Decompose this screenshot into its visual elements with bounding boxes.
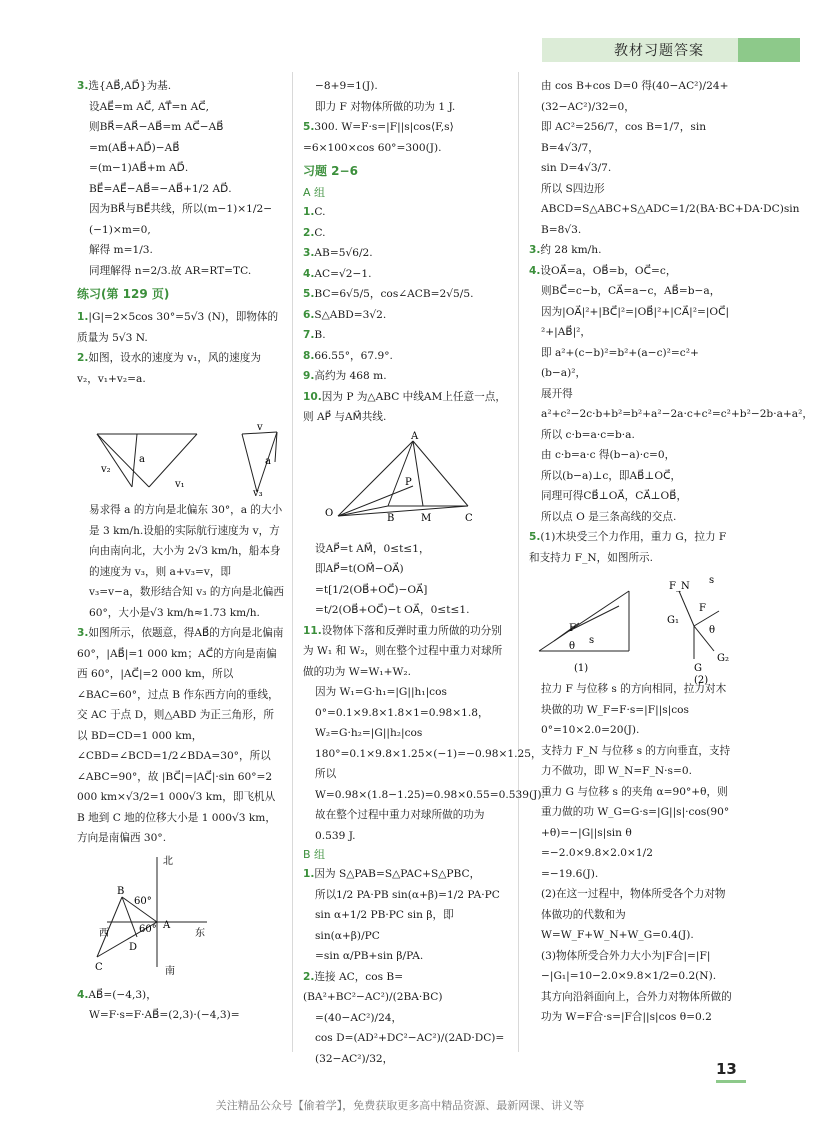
group-heading: B 组 [303, 848, 326, 861]
answer-item [77, 76, 284, 97]
fig1-diagram [77, 392, 284, 497]
diagram-label: (2) [694, 675, 709, 686]
item-number: 9. [303, 370, 315, 382]
item-number: 2. [77, 352, 89, 364]
answer-column-3 [529, 76, 813, 1028]
diagram-line [679, 591, 694, 626]
diagram-label: 南 [165, 965, 175, 977]
answer-item [303, 202, 510, 223]
diagram-label: M [421, 512, 432, 524]
answer-line [303, 76, 510, 97]
answer-line [303, 1008, 510, 1029]
diagram-label: C [465, 512, 473, 524]
answer-text: =t/2(OB⃗+OC⃗)−t OA⃗，0≤t≤1. [315, 604, 470, 616]
item-number: 7. [303, 329, 315, 341]
answer-text: (2)在这一过程中，物体所受各个力对物体做功的代数和为 W=W_F+W_N+W_G=0.4(J). [541, 888, 726, 941]
answer-text: 因为BR⃗与BE⃗共线，所以(m−1)×1/2− [89, 203, 273, 215]
answer-text: 所以 W=0.98×(1.8−1.25)=0.98×0.55=0.539(J). [315, 768, 545, 801]
answer-item [529, 527, 736, 568]
answer-text: 由 c·b=a·c 得(b−a)·c=0， [541, 449, 676, 461]
diagram-label: (1) [574, 663, 589, 674]
page-number-bar [716, 1080, 746, 1083]
answer-line [303, 723, 542, 764]
answer-text: AC=√2−1. [314, 267, 372, 280]
answer-item [303, 621, 510, 683]
answer-item [77, 348, 284, 389]
diagram-line [569, 606, 619, 631]
answer-text: =(40−AC²)/24， [315, 1011, 403, 1024]
answer-text: C. [314, 206, 326, 218]
answer-text: 如图，设水的速度为 v₁，风的速度为 v₂，v₁+v₂=a. [77, 352, 261, 385]
diagram-line [694, 611, 719, 626]
answer-item [303, 117, 510, 158]
answer-line [529, 741, 736, 782]
answer-text: 拉力 F 与位移 s 的方向相同，拉力对木块做的功 W_F=F·s=|F||s|cos 0°=10×2.0=20(J). [541, 683, 727, 736]
answer-text: 展开得 a²+c²−2c·b+b²=b²+a²−2a·c+c²=c²+b²−2b·a+a²， [541, 387, 813, 420]
item-number: 8. [303, 349, 315, 362]
diagram-label: A [163, 919, 171, 931]
diagram-label: 60° [139, 923, 157, 935]
diagram-label: a [265, 456, 271, 467]
answer-item [303, 387, 510, 428]
diagram-label: v₂ [101, 464, 111, 475]
answer-item [303, 243, 510, 264]
item-number: 4. [529, 264, 541, 277]
answer-text: B. [314, 329, 326, 341]
answer-text: 其方向沿斜面向上，合外力对物体所做的功为 W=F合·s=|F合||s|cos θ=0.2 [541, 990, 732, 1023]
answer-item [303, 284, 510, 305]
answer-line [303, 885, 510, 947]
column-divider [518, 72, 519, 1052]
answer-line [303, 946, 510, 967]
answer-line [77, 138, 284, 159]
answer-text: 所以 c·b=a·c=b·a. [541, 428, 635, 441]
answer-line [303, 1028, 510, 1069]
group-heading: A 组 [303, 186, 326, 199]
diagram-label: G [694, 663, 702, 674]
answer-text: AB⃗=(−4,3)， [88, 988, 157, 1001]
answer-line [77, 500, 284, 623]
answer-text: 即力 F 对物体所做的功为 1 J. [315, 100, 456, 113]
diagram-label: C [95, 961, 103, 973]
answer-text: AB=5√6/2. [314, 247, 373, 259]
answer-line [303, 580, 510, 601]
diagram-line [97, 434, 132, 487]
answer-text: |G|=2×5cos 30°=5√3 (N)，即物体的质量为 5√3 N. [77, 311, 279, 344]
answer-line [529, 486, 736, 507]
fig3-diagram [303, 431, 510, 536]
answer-line [77, 261, 284, 282]
answer-text: 所以(b−a)⊥c，即AB⃗⊥OC⃗， [541, 469, 682, 482]
item-number: 5. [529, 531, 541, 543]
answer-line [77, 199, 284, 220]
diagram-line [539, 591, 629, 651]
answer-text: =m(AB⃗+AD⃗)−AB⃗ [89, 141, 180, 154]
answer-line [529, 302, 736, 343]
item-number: 5. [303, 121, 315, 133]
answer-line [303, 97, 510, 118]
answer-line [529, 507, 736, 528]
answer-text: 重力 G 与位移 s 的夹角 α=90°+θ，则重力做的功 W_G=G·s=|G||s|·cos(90°+θ)=−|G||s|sin θ [541, 785, 730, 839]
diagram-label: G₂ [717, 653, 729, 664]
diagram-label: B [117, 885, 125, 897]
answer-line [529, 384, 813, 425]
answer-text: 因为|OA⃗|²+|BC⃗|²=|OB⃗|²+|CA⃗|²=|OC⃗|²+|AB⃗|²， [541, 305, 730, 338]
diagram-label: a [139, 454, 145, 465]
answer-line [303, 559, 510, 580]
answer-line [303, 600, 510, 621]
fig2-diagram [77, 852, 284, 982]
answer-line [529, 987, 736, 1028]
diagram-line [338, 441, 413, 516]
item-number: 6. [303, 308, 315, 321]
diagram-label: P [405, 476, 412, 488]
header-title: 教材习题答案 [614, 43, 704, 59]
answer-item [303, 864, 510, 885]
column-divider [292, 72, 293, 1052]
answer-text: (3)物体所受合外力大小为|F合|=|F|−|G₁|=10−2.0×9.8×1/2=0.2(N). [541, 949, 717, 982]
answer-text: 所以点 O 是三条高线的交点. [541, 510, 677, 523]
section-heading: 习题 2−6 [303, 164, 358, 178]
diagram-line [388, 441, 413, 506]
item-number: 10. [303, 390, 322, 403]
answer-line [529, 343, 736, 384]
answer-text: 故在整个过程中重力对球所做的功为 0.539 J. [315, 809, 485, 842]
answer-text: 解得 m=1/3. [89, 244, 153, 256]
answer-line [77, 1005, 284, 1026]
answer-text: =(m−1)AB⃗+m AD⃗. [89, 162, 189, 174]
answer-line [303, 539, 510, 560]
answer-item [529, 261, 736, 282]
answer-line [529, 281, 736, 302]
item-number: 11. [303, 624, 322, 637]
answer-text: C. [314, 226, 326, 239]
item-number: 1. [303, 868, 315, 880]
answer-line [77, 179, 284, 200]
answer-line [77, 240, 284, 261]
answer-text: 所以1/2 PA·PB sin(α+β)=1/2 PA·PC sin α+1/2 PB·PC sin β，即 sin(α+β)/PC [315, 888, 500, 942]
answer-item [529, 240, 736, 261]
diagram-label: 西 [99, 927, 109, 939]
answer-text: 如图所示，依题意，得AB⃗的方向是北偏南 60°，|AB⃗|=1 000 km；AC⃗的方向是南偏西 60°，|AC⃗|=2 000 km，所以∠BAC=60°，过点 B 作东西方向的垂线，交 AC 于点 D，则△ABD 为正三角形，所以 BD=CD=1 000 km，∠CBD=∠BCD=1/2∠BDA=30°，所以∠ABC=90°，故 |BC⃗|=|AC⃗|·sin 60°=2 000 km×√3/2=1 000√3 km，即飞机从 B 地到 C 地的位移大小是 1 000√3 km，方向是南偏西 30°. [77, 627, 284, 844]
diagram-label: s [709, 575, 715, 586]
answer-text: cos D=(AD²+DC²−AC²)/(2AD·DC)=(32−AC²)/32， [315, 1032, 505, 1065]
answer-text: 设物体下落和反弹时重力所做的功分别为 W₁ 和 W₂，则在整个过程中重力对球所做的功为 W=W₁+W₂. [303, 624, 503, 678]
answer-text: 设OA⃗=a，OB⃗=b，OC⃗=c， [540, 264, 677, 277]
answer-item [303, 967, 510, 1008]
fig4-diagram [529, 571, 736, 686]
item-number: 2. [303, 970, 315, 983]
answer-text: 高约为 468 m. [314, 370, 387, 382]
diagram-label: 60° [134, 895, 152, 907]
answer-text: 300. W=F·s=|F||s|cos⟨F,s⟩=6×100×cos 60°=300(J). [303, 121, 454, 154]
item-number: 4. [77, 988, 89, 1001]
item-number: 4. [303, 267, 315, 280]
page-number: 13 [716, 1060, 737, 1078]
answer-text: 同理可得CB⃗⊥OA⃗，CA⃗⊥OB⃗， [541, 490, 688, 502]
item-number: 3. [303, 247, 315, 259]
answer-text: −8+9=1(J). [315, 80, 378, 92]
diagram-label: 北 [163, 855, 173, 867]
item-number: 3. [77, 627, 89, 639]
answer-item [303, 264, 510, 285]
item-number: 1. [303, 206, 315, 218]
answer-item [77, 623, 284, 849]
answer-text: =t[1/2(OB⃗+OC⃗)−OA⃗] [315, 583, 428, 596]
answer-item [303, 366, 510, 387]
item-number: 1. [77, 311, 89, 323]
answer-text: 由 cos B+cos D=0 得(40−AC²)/24+(32−AC²)/32=0， [541, 80, 729, 113]
answer-text: 同理解得 n=2/3.故 AR=RT=TC. [89, 264, 252, 277]
answer-text: 即 AC²=256/7，cos B=1/7，sin B=4√3/7， [541, 121, 707, 154]
diagram-label: v₃ [253, 488, 263, 499]
answer-item [303, 223, 510, 244]
diagram-label: v [257, 422, 263, 433]
footer-note: 关注精品公众号【偷着学】，免费获取更多高中精品资源、最新网课、讲义等 [215, 1099, 585, 1112]
answer-line [529, 884, 736, 946]
answer-text: =−2.0×9.8×2.0×1/2 [541, 847, 653, 859]
answer-text: 连接 AC，cos B=(BA²+BC²−AC²)/(2BA·BC) [303, 970, 443, 1003]
diagram-label: θ [709, 625, 716, 636]
answer-line [529, 445, 736, 466]
answer-line [77, 158, 284, 179]
answer-item [303, 346, 510, 367]
item-number: 2. [303, 226, 315, 239]
answer-text: =sin α/PB+sin β/PA. [315, 950, 424, 962]
diagram-label: B [387, 512, 395, 524]
answer-line [303, 764, 545, 805]
answer-text: 选{AB⃗,AD⃗}为基. [88, 80, 172, 92]
diagram-label: F_N [669, 581, 690, 592]
diagram-line [132, 434, 137, 487]
answer-line [77, 220, 284, 241]
answer-text: 即AP⃗=t(OM⃗−OA⃗) [315, 563, 404, 575]
diagram-label: F [699, 603, 706, 614]
answer-text: 66.55°，67.9°. [314, 349, 393, 362]
answer-line [77, 117, 284, 138]
answer-text: 即 a²+(c−b)²=b²+(a−c)²=c²+(b−a)²， [541, 346, 699, 379]
answer-text: =−19.6(J). [541, 867, 599, 880]
answer-line [529, 679, 736, 741]
answer-line [77, 97, 284, 118]
answer-column-2 [303, 76, 545, 1069]
section-heading: 练习(第 129 页) [77, 287, 170, 301]
answer-text: 设AP⃗=t AM⃗，0≤t≤1， [315, 542, 430, 555]
item-number: 3. [529, 244, 541, 256]
answer-text: 因为 W₁=G·h₁=|G||h₁|cos 0°=0.1×9.8×1.8×1=0.98×1.8， [315, 686, 489, 719]
answer-line [529, 117, 736, 158]
diagram-label: θ [569, 641, 576, 652]
diagram-line [149, 434, 197, 487]
answer-text: BE⃗=AE⃗−AB⃗=−AB⃗+1/2 AD⃗. [89, 182, 232, 195]
answer-line [303, 805, 510, 846]
diagram-line [242, 434, 257, 492]
answer-line [529, 946, 736, 987]
answer-item [303, 305, 510, 326]
header-tab [738, 38, 800, 62]
answer-text: sin D=4√3/7. [541, 162, 612, 174]
answer-column-1 [77, 76, 284, 1026]
answer-item [77, 307, 284, 348]
diagram-label: 东 [195, 927, 205, 939]
diagram-line [338, 506, 468, 516]
answer-text: (1)木块受三个力作用，重力 G，拉力 F 和支持力 F_N，如图所示. [529, 531, 727, 564]
answer-item [303, 325, 510, 346]
answer-text: S△ABD=3√2. [314, 308, 387, 321]
answer-text: (−1)×m=0, [89, 223, 151, 236]
answer-line [529, 782, 736, 844]
diagram-label: A [411, 430, 419, 442]
answer-text: 则BR⃗=AR⃗−AB⃗=m AC⃗−AB⃗ [89, 121, 224, 133]
answer-text: W=F·s=F·AB⃗=(2,3)·(−4,3)= [89, 1009, 240, 1021]
answer-line [529, 864, 736, 885]
answer-line [529, 466, 736, 487]
answer-text: 约 28 km/h. [540, 244, 602, 256]
answer-line [529, 425, 736, 446]
answer-item [77, 985, 284, 1006]
answer-line [529, 158, 736, 179]
answer-text: 易求得 a 的方向是北偏东 30°，a 的大小是 3 km/h.设船的实际航行速度为 v，方向由南向北，大小为 2√3 km/h，船本身的速度为 v₃，则 a+v₃=v，即 v₃=v−a，数形结合知 v₃ 的方向是北偏西 60°，大小是√3 km/h≈1.73 km/h. [89, 504, 284, 619]
answer-text: W₂=G·h₂=|G||h₂|cos 180°=0.1×9.8×1.25×(−1)=−0.98×1.25， [315, 727, 542, 760]
item-number: 3. [77, 80, 89, 92]
diagram-label: v₁ [175, 479, 185, 490]
answer-line [303, 682, 510, 723]
answer-text: 因为 S△PAB=S△PAC+S△PBC， [314, 868, 481, 880]
diagram-label: D [129, 941, 138, 953]
diagram-label: O [325, 507, 334, 519]
answer-line [529, 843, 736, 864]
answer-line [529, 179, 800, 241]
answer-text: BC=6√5/5，cos∠ACB=2√5/5. [314, 288, 474, 300]
diagram-label: s [589, 635, 595, 646]
answer-text: 因为 P 为△ABC 中线AM上任意一点，则 AP⃗ 与AM⃗共线. [303, 390, 506, 423]
diagram-label: F [569, 623, 576, 634]
answer-text: 则BC⃗=c−b，CA⃗=a−c，AB⃗=b−a， [541, 285, 721, 297]
answer-line [529, 76, 736, 117]
answer-text: 设AE⃗=m AC⃗, AT⃗=n AC⃗, [89, 100, 210, 113]
answer-text: 所以 S四边形ABCD=S△ABC+S△ADC=1/2(BA·BC+DA·DC)sin B=8√3. [541, 182, 800, 236]
diagram-line [97, 897, 122, 957]
item-number: 5. [303, 288, 315, 300]
diagram-label: G₁ [667, 615, 679, 626]
answer-text: 支持力 F_N 与位移 s 的方向垂直，支持力不做功，即 W_N=F_N·s=0. [541, 744, 731, 777]
